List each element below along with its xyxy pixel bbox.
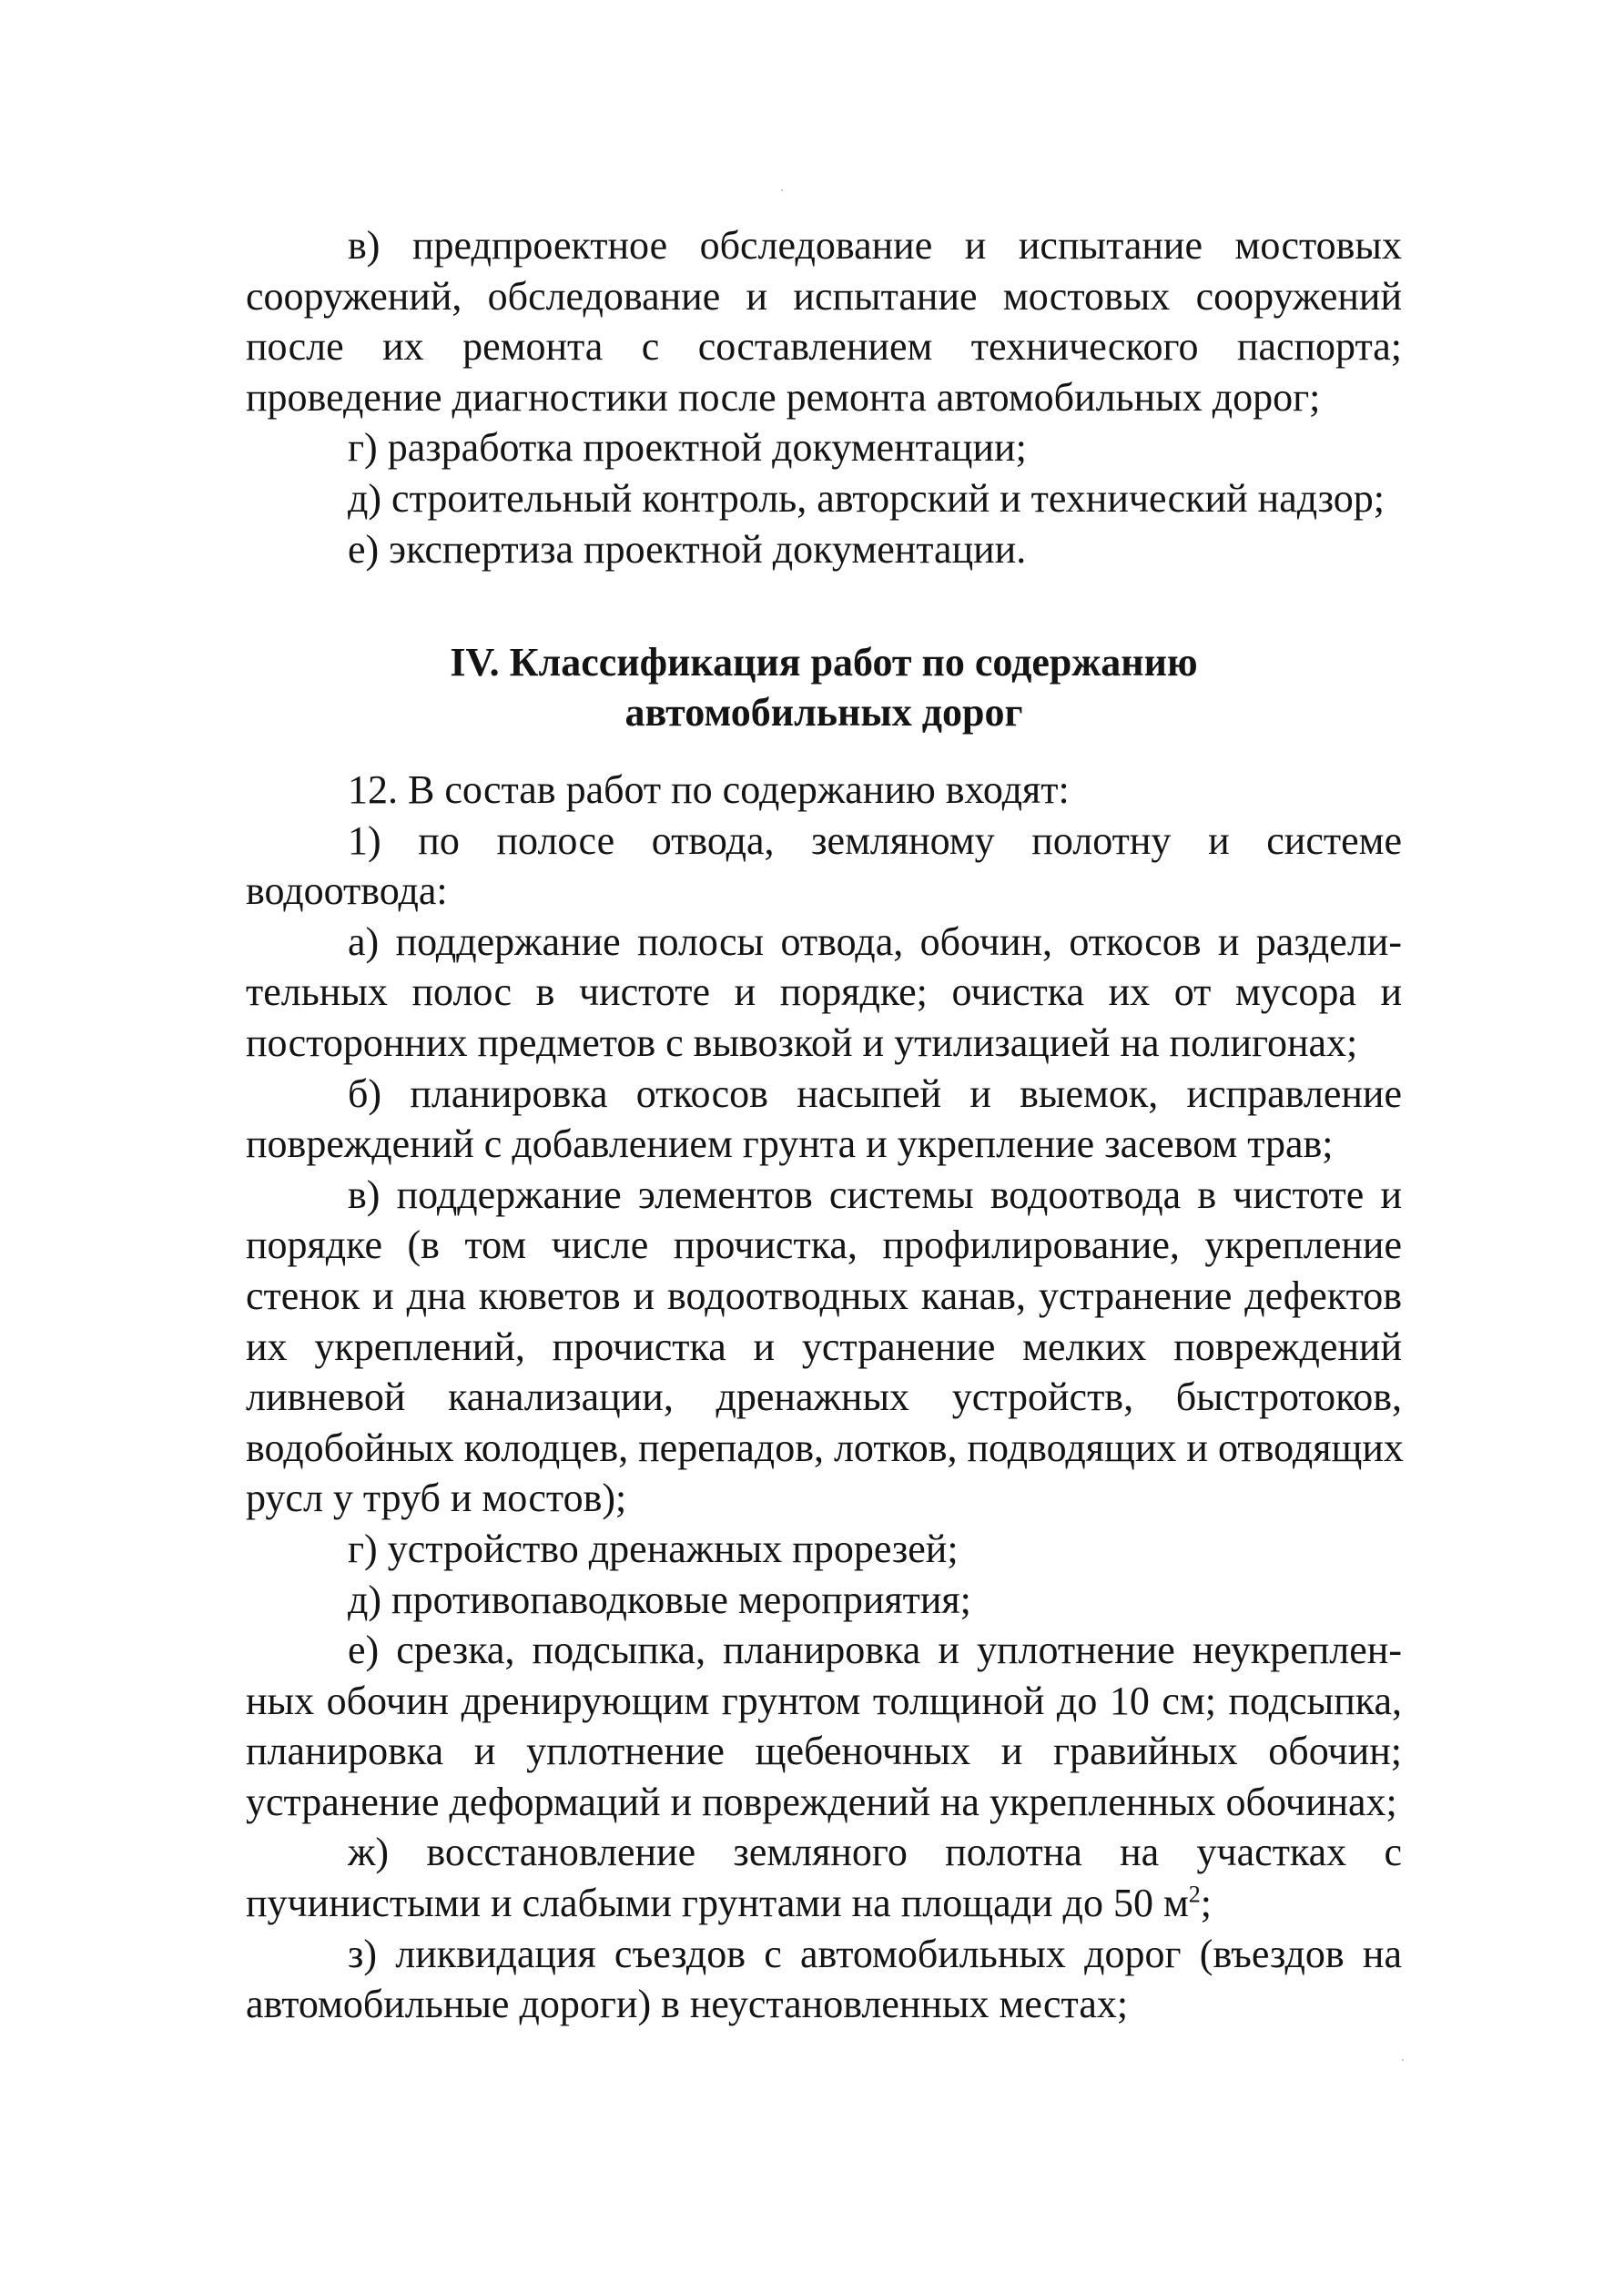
text-line: 12. В состав работ по содержанию входят: <box>348 767 1070 812</box>
text-line: их укреплений, прочистка и устранение мелких повреждений <box>246 1324 1402 1369</box>
text-line: а) поддержание полосы отвода, обочин, откосов и раздели- <box>348 918 1402 964</box>
scan-speck <box>1402 2059 1404 2061</box>
text-line: в) предпроектное обследование и испытание мостовых <box>348 223 1402 268</box>
text-line: ж) восстановление земляного полотна на участках с <box>348 1830 1402 1875</box>
section-heading <box>246 637 1402 737</box>
text-line: повреждений с добавлением грунта и укрепление засевом трав; <box>246 1121 1334 1167</box>
text-line: з) ликвидация съездов с автомобильных дорог (въездов на <box>348 1931 1402 1976</box>
text-line: после их ремонта с составлением технического паспорта; <box>246 324 1402 370</box>
text-line: е) срезка, подсыпка, планировка и уплотнение неукреплен- <box>348 1628 1402 1673</box>
text-line: автомобильные дороги) в неустановленных местах; <box>246 1982 1129 2027</box>
text-segment: ; <box>1200 1881 1213 1926</box>
text-segment: пучинистыми и слабыми грунтами на площади до 50 м <box>246 1881 1189 1926</box>
text-line: водоотвода: <box>246 868 448 914</box>
text-line: д) противопаводковые мероприятия; <box>348 1577 971 1622</box>
text-line: посторонних предметов с вывозкой и утилизацией на полигонах; <box>246 1020 1358 1065</box>
text-line: ных обочин дренирующим грунтом толщиной до 10 см; подсыпка, <box>246 1678 1402 1723</box>
text-line: проведение диагностики после ремонта автомобильных дорог; <box>246 374 1321 420</box>
section-heading-line: автомобильных дорог <box>624 690 1023 735</box>
text-line: е) экспертиза проектной документации. <box>348 526 1027 572</box>
text-line: 1) по полосе отвода, земляному полотну и системе <box>348 817 1402 863</box>
text-line: сооружений, обследование и испытание мостовых сооружений <box>246 273 1402 319</box>
section-heading-line: IV. Классификация работ по содержанию <box>450 640 1198 685</box>
superscript: 2 <box>1188 1881 1201 1908</box>
text-line: д) строительный контроль, авторский и технический надзор; <box>348 475 1385 521</box>
paragraph-block-top <box>246 220 1402 574</box>
text-line: б) планировка откосов насыпей и выемок, исправление <box>348 1070 1402 1116</box>
text-line: устранение деформаций и повреждений на укрепленных обочинах; <box>246 1779 1397 1824</box>
text-line-with-superscript <box>246 1878 1402 1929</box>
text-line: г) разработка проектной документации; <box>348 425 1027 471</box>
paragraph-block-main <box>246 765 1402 2030</box>
text-line: порядке (в том числе прочистка, профилирование, укрепление <box>246 1223 1402 1268</box>
text-line: г) устройство дренажных прорезей; <box>348 1526 959 1571</box>
scan-speck <box>781 189 783 191</box>
text-line: тельных полос в чистоте и порядке; очистка их от мусора и <box>246 969 1402 1015</box>
text-line: планировка и уплотнение щебеночных и гравийных обочин; <box>246 1729 1402 1774</box>
text-line: ливневой канализации, дренажных устройств, быстротоков, <box>246 1375 1402 1420</box>
text-line: русл у труб и мостов); <box>246 1476 627 1521</box>
text-line: стенок и дна кюветов и водоотводных канав, устранение дефектов <box>246 1273 1402 1318</box>
text-line: водобойных колодцев, перепадов, лотков, подводящих и отводящих <box>246 1425 1404 1470</box>
text-line: в) поддержание элементов системы водоотвода в чистоте и <box>348 1172 1402 1217</box>
